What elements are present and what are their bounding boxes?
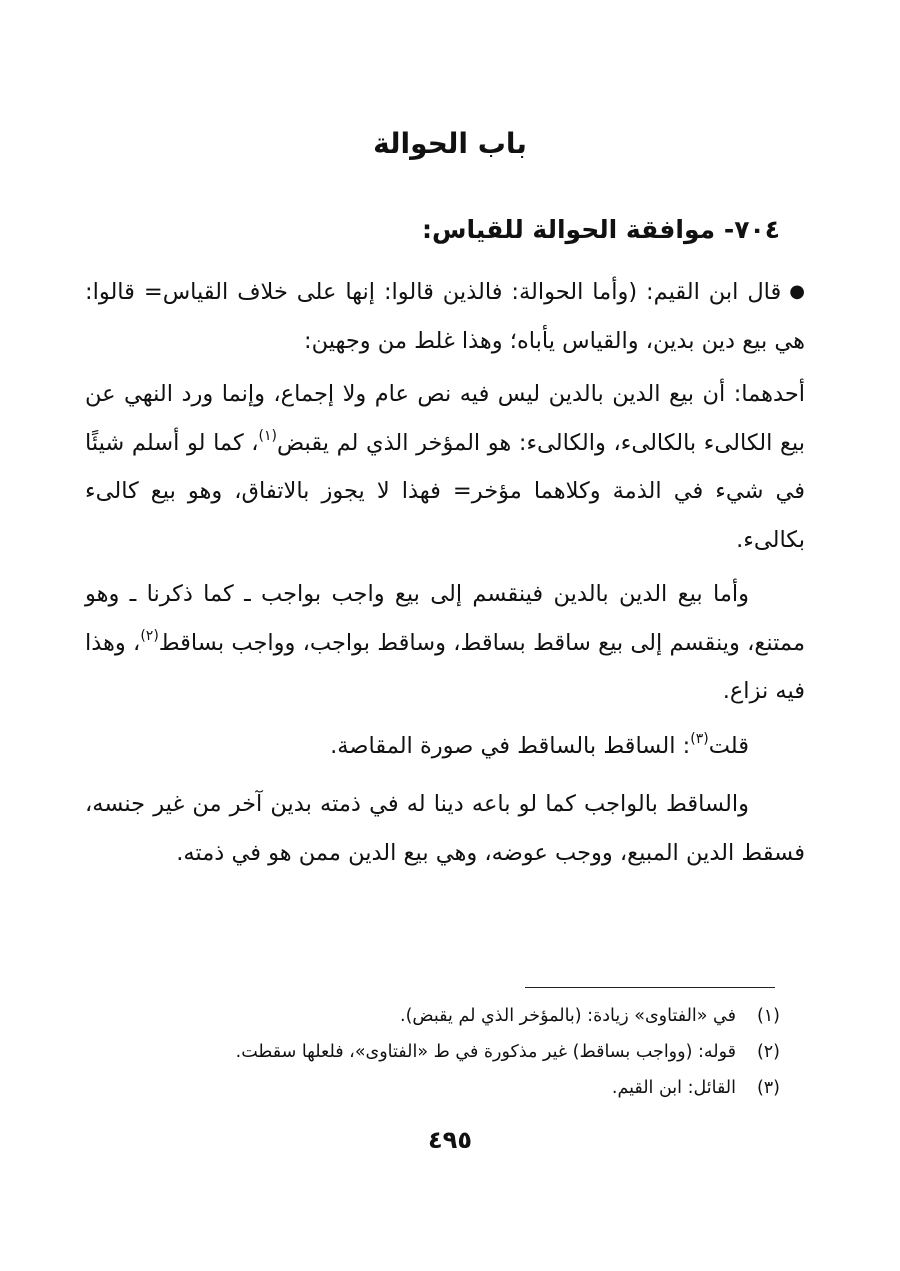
footnote-marker-2[interactable]: (٢)	[140, 627, 159, 644]
paragraph-1	[85, 268, 805, 365]
footnote-number: (٣)	[756, 1078, 780, 1098]
paragraph-5-text: والساقط بالواجب كما لو باعه دينا له في ذمته بدين آخر من غير جنسه، فسقط الدين المبيع، ووجب عوضه، وهي بيع الدين ممن هو في ذمته.	[85, 791, 805, 866]
paragraph-4-text-b: : الساقط بالساقط في صورة المقاصة.	[330, 733, 691, 759]
footnote-divider	[525, 987, 775, 988]
paragraph-3	[85, 570, 805, 716]
footnote-text: قوله: (وواجب بساقط) غير مذكورة في ط «الفتاوى»، فلعلها سقطت.	[235, 1042, 736, 1062]
chapter-title: باب الحوالة	[373, 127, 527, 160]
footnote-marker-3[interactable]: (٣)	[690, 731, 709, 747]
footnote-marker-1[interactable]: (١)	[258, 427, 277, 444]
bullet-icon: ●	[789, 281, 805, 302]
footnote-2	[100, 1034, 780, 1070]
section-heading: ٧٠٤- موافقة الحوالة للقياس:	[422, 215, 780, 244]
footnote-text: في «الفتاوى» زيادة: (بالمؤخر الذي لم يقبض).	[400, 1006, 736, 1026]
paragraph-3-text-b: ، وهذا فيه نزاع.	[85, 629, 805, 704]
page-number: ٤٩٥	[428, 1126, 472, 1154]
footnote-number: (٢)	[756, 1042, 780, 1062]
footnote-number: (١)	[756, 1006, 780, 1026]
paragraph-3-text-a: وأما بيع الدين بالدين فينقسم إلى بيع واجب بواجب ـ كما ذكرنا ـ وهو ممتنع، وينقسم إلى بيع ساقط بساقط، وساقط بواجب، وواجب بساقط	[85, 581, 805, 656]
paragraph-1-text: قال ابن القيم: (وأما الحوالة: فالذين قالوا: إنها على خلاف القياس= قالوا: هي بيع دين بدين، والقياس يأباه؛ وهذا غلط من وجهين:	[85, 279, 805, 354]
paragraph-2-text-a: أحدهما: أن بيع الدين بالدين ليس فيه نص عام ولا إجماع، وإنما ورد النهي عن بيع الكالىء بالكالىء، والكالىء: هو المؤخر الذي لم يقبض	[85, 381, 805, 456]
paragraph-4	[85, 722, 805, 771]
paragraph-2	[85, 370, 805, 564]
footnotes	[100, 998, 780, 1106]
paragraph-5	[85, 780, 805, 877]
paragraph-4-text-a: قلت	[708, 733, 749, 759]
footnote-text: القائل: ابن القيم.	[611, 1078, 736, 1098]
footnote-3	[100, 1070, 780, 1106]
footnote-1	[100, 998, 780, 1034]
paragraph-2-text-b: ، كما لو أسلم شيئًا في شيء في الذمة وكلاهما مؤخر= فهذا لا يجوز بالاتفاق، وهو بيع كالىء بكالىء.	[85, 429, 805, 553]
